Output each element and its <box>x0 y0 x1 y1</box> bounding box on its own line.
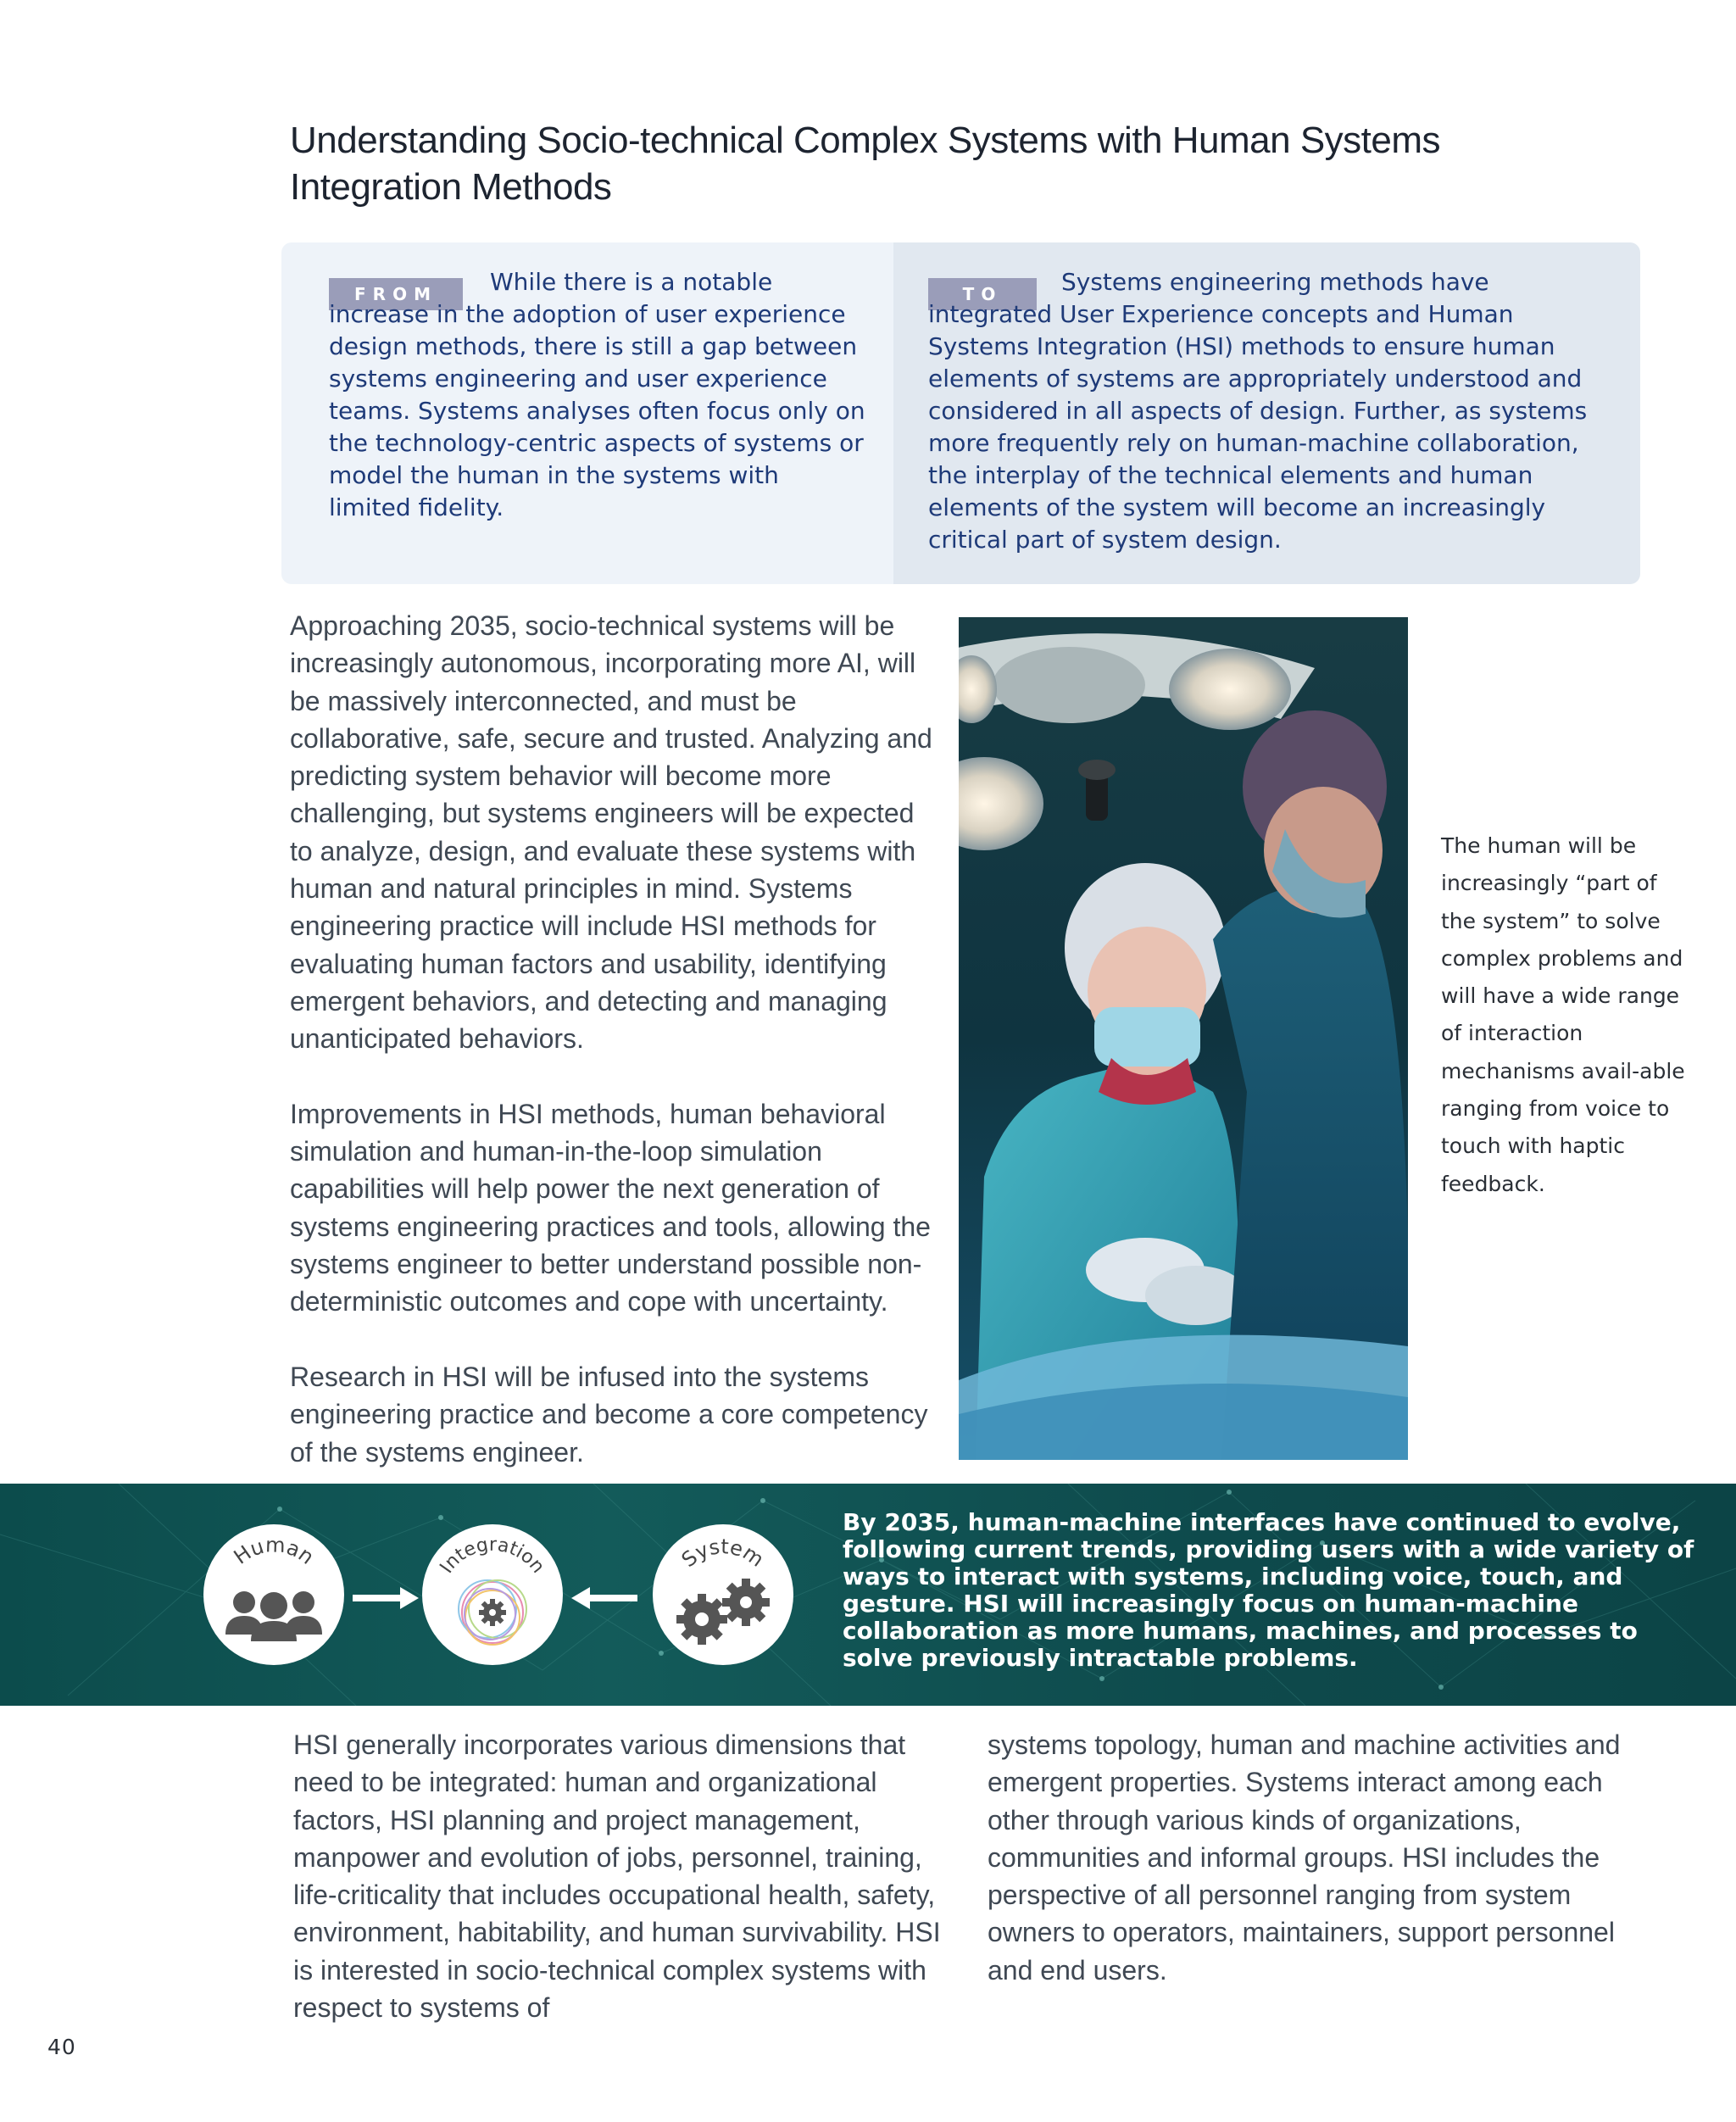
body-paragraph-3: Research in HSI will be infused into the systems engineering practice and become a core competency of the systems engineer. <box>290 1361 928 1468</box>
arrow-left-icon <box>570 1585 637 1611</box>
integration-gear-icon <box>422 1524 563 1665</box>
body-text-column <box>290 607 943 1508</box>
page-number: 40 <box>47 2035 76 2059</box>
to-text: Systems engineering methods have integrated User Experience concepts and Human Systems Integration (HSI) methods to ensure human elements of systems are appropriately understood and considered in all aspects of design. Further, as systems more frequently rely on human-machine collaboration, the interplay of the technical elements and human elements of the system will become an increasingly critical part of system design. <box>928 268 1588 554</box>
svg-text:Human <box>230 1533 319 1569</box>
system-label: System <box>676 1534 769 1573</box>
from-tag: FROM <box>329 278 463 310</box>
integration-label: Integration <box>436 1534 549 1578</box>
human-circle <box>203 1524 344 1665</box>
surgery-photo <box>959 617 1408 1460</box>
system-circle <box>653 1524 793 1665</box>
svg-text:Integration <box>436 1534 548 1578</box>
from-panel <box>281 242 893 584</box>
bottom-text-left: HSI generally incorporates various dimensions that need to be integrated: human and organizational factors, HSI planning and project management, manpower and evolution of jobs, personnel, training, life-criticality that includes occupational health, safety, environment, habitability, and human survivability. HSI is interested in socio-technical complex systems with respect to systems of <box>293 1729 941 2024</box>
hsi-banner <box>0 1484 1736 1706</box>
page-title: Understanding Socio-technical Complex Systems with Human Systems Integration Methods <box>290 120 1441 208</box>
svg-text:System <box>677 1534 768 1572</box>
banner-text: By 2035, human-machine interfaces have continued to evolve, following current trends, providing users with a wide variety of ways to interact with systems, including voice, touch, and gesture. HSI will increasingly focus on human-machine collaboration as more humans, machines, and processes to solve previously intractable problems. <box>843 1508 1694 1672</box>
integration-circle <box>422 1524 563 1665</box>
people-icon <box>203 1524 344 1665</box>
arrow-right-icon <box>353 1585 420 1611</box>
bottom-text-right: systems topology, human and machine activities and emergent properties. Systems interact among each other through various kinds of organizations, communities and informal groups. HSI includes the perspective of all personnel ranging from system owners to operators, maintainers, support personnel and end users. <box>988 1729 1621 1986</box>
photo-caption: The human will be increasingly “part of the system” to solve complex problems and will have a wide range of interaction mechanisms avail-able ranging from voice to touch with haptic feedback. <box>1441 833 1685 1196</box>
from-text: While there is a notable increase in the adoption of user experience design methods, there is still a gap between systems engineering and user experience teams. Systems analyses often focus only on the technology-centric aspects of systems or model the human in the systems with limited fidelity. <box>329 268 865 521</box>
to-panel <box>893 242 1640 584</box>
body-paragraph-1: Approaching 2035, socio-technical systems will be increasingly autonomous, incorporating more AI, will be massively interconnected, and must be collaborative, safe, secure and trusted. Analyzing and predicting system behavior will become more challenging, but systems engineers will be expected to analyze, design, and evaluate these systems with human and natural principles in mind. Systems engineering practice will include HSI methods for evaluating human factors and usability, identifying emergent behaviors, and detecting and managing unanticipated behaviors. <box>290 610 932 1055</box>
gears-icon <box>653 1524 793 1665</box>
surgery-photo-illustration <box>959 617 1408 1460</box>
from-to-callout <box>281 242 1640 584</box>
to-tag: TO <box>928 278 1037 310</box>
human-label: Human <box>229 1533 319 1569</box>
body-paragraph-2: Improvements in HSI methods, human behavioral simulation and human-in-the-loop simulation capabilities will help power the next generation of systems engineering practices and tools, allowing the systems engineer to better understand possible non-deterministic outcomes and cope with uncertainty. <box>290 1098 931 1317</box>
